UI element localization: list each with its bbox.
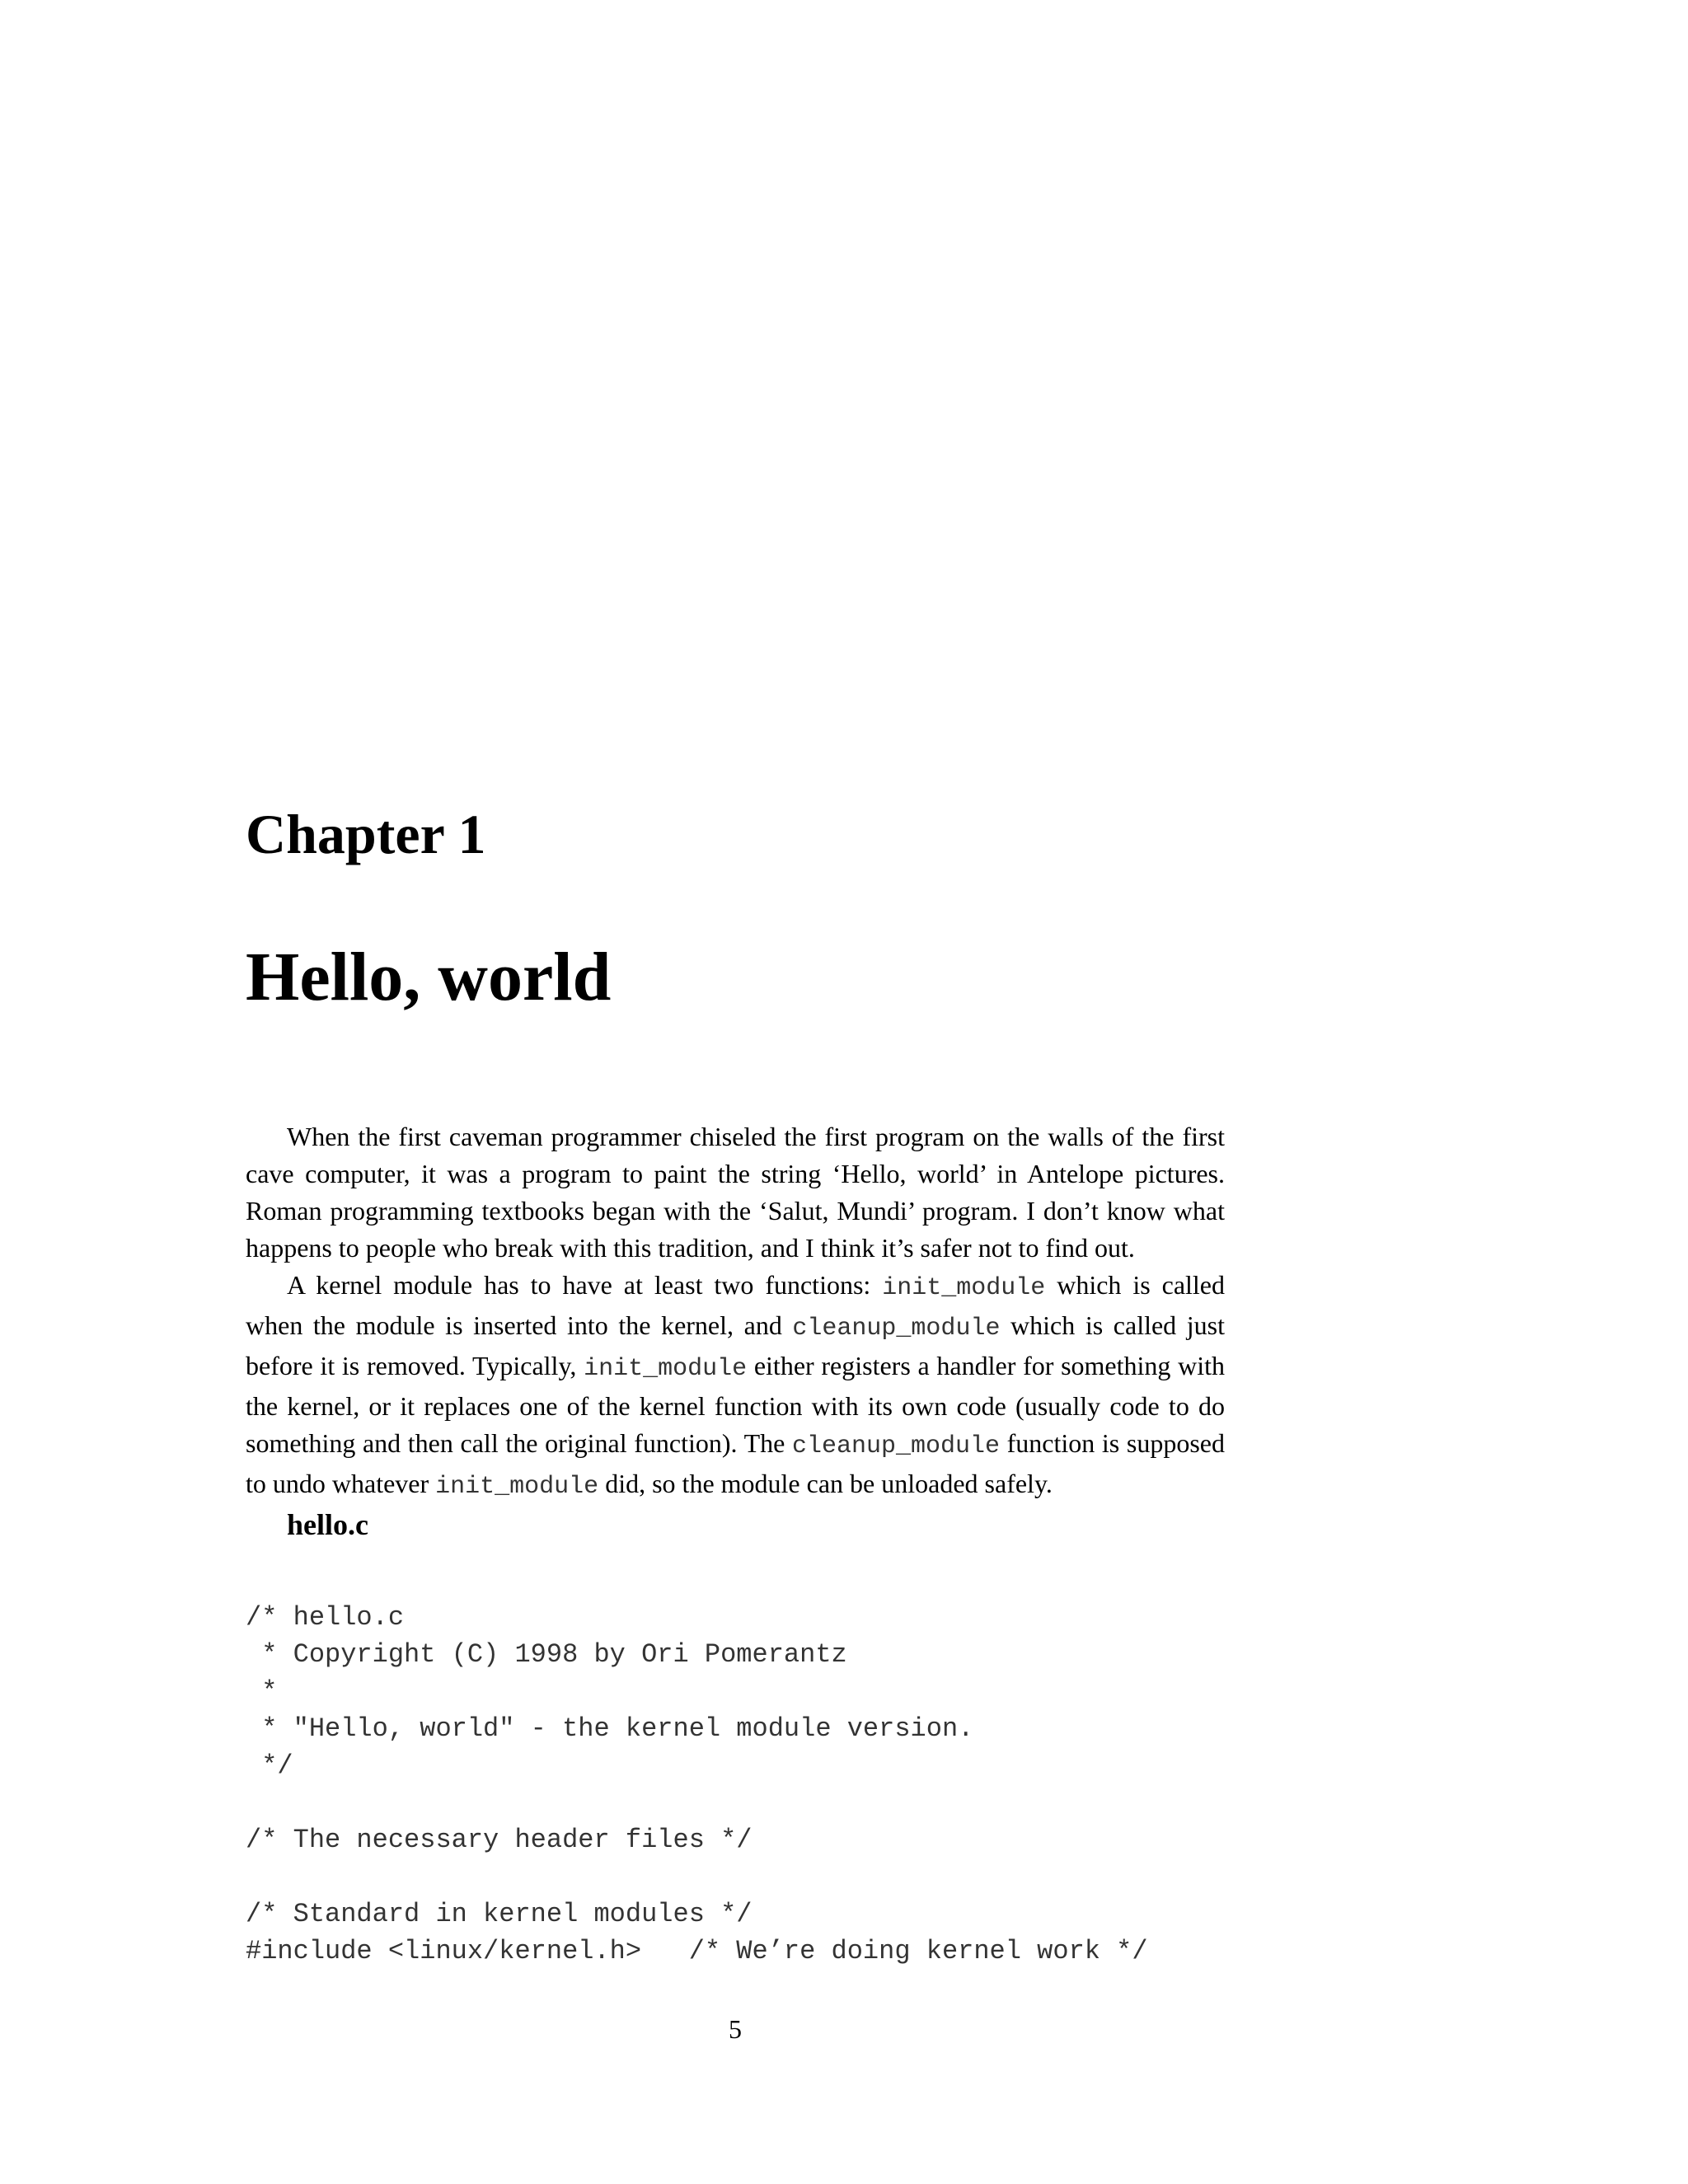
page-number: 5 <box>729 2014 742 2044</box>
paragraph <box>246 1267 1225 1506</box>
text-run: which is called just before it is removed. Typically, <box>246 1310 1225 1380</box>
code-listing <box>246 1599 1148 1970</box>
inline-code: init_module <box>882 1274 1046 1302</box>
chapter-title: Hello, world <box>246 939 612 1015</box>
text-run: function is supposed to undo whatever <box>246 1428 1226 1498</box>
inline-code: init_module <box>435 1473 599 1501</box>
code-line: * "Hello, world" - the kernel module version. <box>246 1713 974 1744</box>
code-line: /* Standard in kernel modules */ <box>246 1899 753 1929</box>
inline-code: init_module <box>584 1355 748 1383</box>
code-line: * <box>246 1676 278 1707</box>
text-run: When the first caveman programmer chiseled the first program on the walls of the first cave computer, it was a program to paint the string ‘Hello, world’ in Antelope pictures. Roman programming textbooks began with the ‘Salut, Mundi’ program. I don’t know what happens to people who break with this tradition, and I think it’s safer not to find out. <box>246 1122 1225 1263</box>
text-run: did, so the module can be unloaded safely. <box>598 1469 1053 1498</box>
body-text <box>246 1118 1225 1506</box>
inline-code: cleanup_module <box>792 1315 1001 1343</box>
listing-title: hello.c <box>287 1508 368 1541</box>
paragraph <box>246 1118 1225 1267</box>
code-line: #include <linux/kernel.h> /* We’re doing kernel work */ <box>246 1936 1148 1966</box>
chapter-label: Chapter 1 <box>246 803 486 865</box>
text-run: either registers a handler for something with the kernel, or it replaces one of the kernel function with its own code (usually code to do something and then call the original function). The <box>246 1351 1226 1458</box>
code-line: */ <box>246 1750 293 1781</box>
text-run: A kernel module has to have at least two functions: <box>287 1270 883 1300</box>
text-run: which is called when the module is inserted into the kernel, and <box>246 1270 1226 1340</box>
code-line: /* The necessary header files */ <box>246 1825 753 1855</box>
code-line: /* hello.c <box>246 1602 405 1633</box>
code-line: * Copyright (C) 1998 by Ori Pomerantz <box>246 1639 847 1670</box>
inline-code: cleanup_module <box>791 1432 1001 1460</box>
